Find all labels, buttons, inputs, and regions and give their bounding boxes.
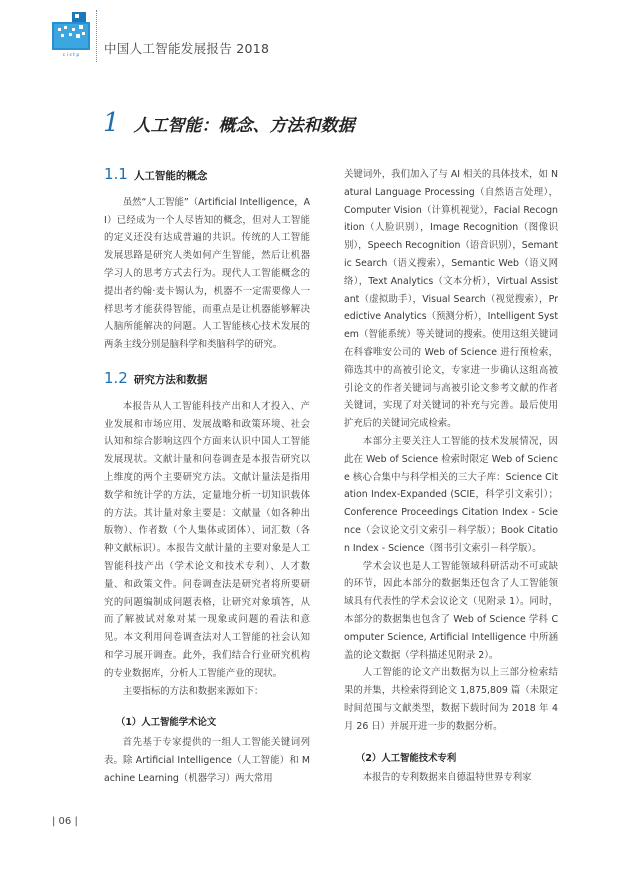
chapter-heading <box>103 108 355 138</box>
section-number: 1.2 <box>104 368 128 387</box>
page-number: | 06 | <box>52 816 78 827</box>
subsection-title: （2）人工智能技术专利 <box>356 752 457 764</box>
section-heading-1-2 <box>104 370 310 390</box>
chapter-number: 1 <box>103 108 120 138</box>
chapter-title: 人工智能：概念、方法和数据 <box>133 116 355 136</box>
section-title: 研究方法和数据 <box>133 373 208 386</box>
paragraph: 首先基于专家提供的一组人工智能关键词列表。除 Artificial Intelligence（人工智能）和 Machine Learning（机器学习）两大常用 <box>104 737 310 784</box>
paragraph: 主要指标的方法和数据来源如下： <box>122 685 264 697</box>
header-title: 中国人工智能发展报告 2018 <box>104 41 270 56</box>
paragraph: 虽然“人工智能”（Artificial Intelligence，AI）已经成为一个人尽皆知的概念，但对人工智能的定义还没有达成普遍的共识。传统的人工智能发展思路是研究人类如何产生智能，然后让机器学习人的思考方式去行为。现代人工智能概念的提出者约翰·麦卡锡认为，机器不一定需要像人一样思考才能获得智能，而重点是让机器能够解决人脑所能解决的问题。人工智能核心技术发展的两条主线分别是脑科学和类脑科学的研究。 <box>104 196 311 351</box>
paragraph: 本部分主要关注人工智能的技术发展情况，因此在 Web of Science 检索时限定 Web of Science 核心合集中与科学相关的三大子库：Science Citation Index-Expanded (SCIE，科学引文索引）；Conference Proceedings Citation Index - Science（会议论文引文索引－科学版）；Book Citation Index - Science（图书引文索引－科学版）。 <box>344 435 558 554</box>
paragraph: 关键词外，我们加入了与 AI 相关的具体技术，如 Natural Language Processing（自然语言处理），Computer Vision（计算机视觉），Facial Recognition（人脸识别），Image Recognition（图像识别），Speech Recognition（语音识别），Semantic Search（语义搜索），Semantic Web（语义网络），Text Analytics（文本分析），Virtual Assistant（虚拟助手），Visual Search（视觉搜索），Predictive Analytics（预测分析），Intelligent System（智能系统）等关键词的搜索。使用这组关键词在科睿唯安公司的 Web of Science 进行预检索，筛选其中的高被引论文，专家进一步确认这组高被引论文的作者关键词与高被引论文参考文献的作者关键词，实现了对关键词的补充与完善。最后使用扩充后的关键词完成检索。 <box>344 169 558 430</box>
section-number: 1.1 <box>104 165 128 183</box>
paragraph: 人工智能的论文产出数据为以上三部分检索结果的并集，共检索得到论文 1,875,809 篇（未限定时间范围与文献类型，数据下载时间为 2018 年 4 月 26 日）并展开进一步的数据分析。 <box>344 667 558 732</box>
svg-text:c i s t p: c i s t p <box>62 53 80 58</box>
cistp-logo-icon <box>52 12 90 58</box>
subsection-title: （1）人工智能学术论文 <box>116 717 217 729</box>
right-column <box>344 166 558 787</box>
paragraph: 本报告的专利数据来自德温特世界专利家 <box>362 772 532 784</box>
paragraph: 本报告从人工智能科技产出和人才投入、产业发展和市场应用、发展战略和政策环境、社会认知和综合影响这四个方面来认识中国人工智能发展现状。文献计量和问卷调查是本报告研究以上维度的两个主要研究方法。文献计量法是指用数学和统计学的方法，定量地分析一切知识载体的方法。其计量对象主要是：文献量（如各种出版物）、作者数（个人集体或团体）、词汇数（各种文献标识）。本报告文献计量的主要对象是人工智能科技产出（学术论文和技术专利）、人才数量、和政策文件。问卷调查法是研究者将所要研究的问题编制成问题表格，让研究对象填答，从而了解被试对象对某一现象或问题的看法和意见。本文利用问卷调查法对人工智能的社会认知和学习展开调查。此外，我们结合行业研究机构的专业数据库，分析人工智能产业的现状。 <box>104 400 310 679</box>
paragraph: 学术会议也是人工智能领域科研活动不可或缺的环节，因此本部分的数据集还包含了人工智能领域具有代表性的学术会议论文（见附录 1）。同时，本部分的数据集也包含了 Web of Science 学科 Computer Science, Artificial Intelligence 中所涵盖的论文数据（学科描述见附录 2）。 <box>344 560 558 661</box>
section-heading-1-1 <box>104 166 310 186</box>
section-title: 人工智能的概念 <box>133 170 208 182</box>
left-column <box>104 166 310 788</box>
header-divider <box>96 10 97 62</box>
